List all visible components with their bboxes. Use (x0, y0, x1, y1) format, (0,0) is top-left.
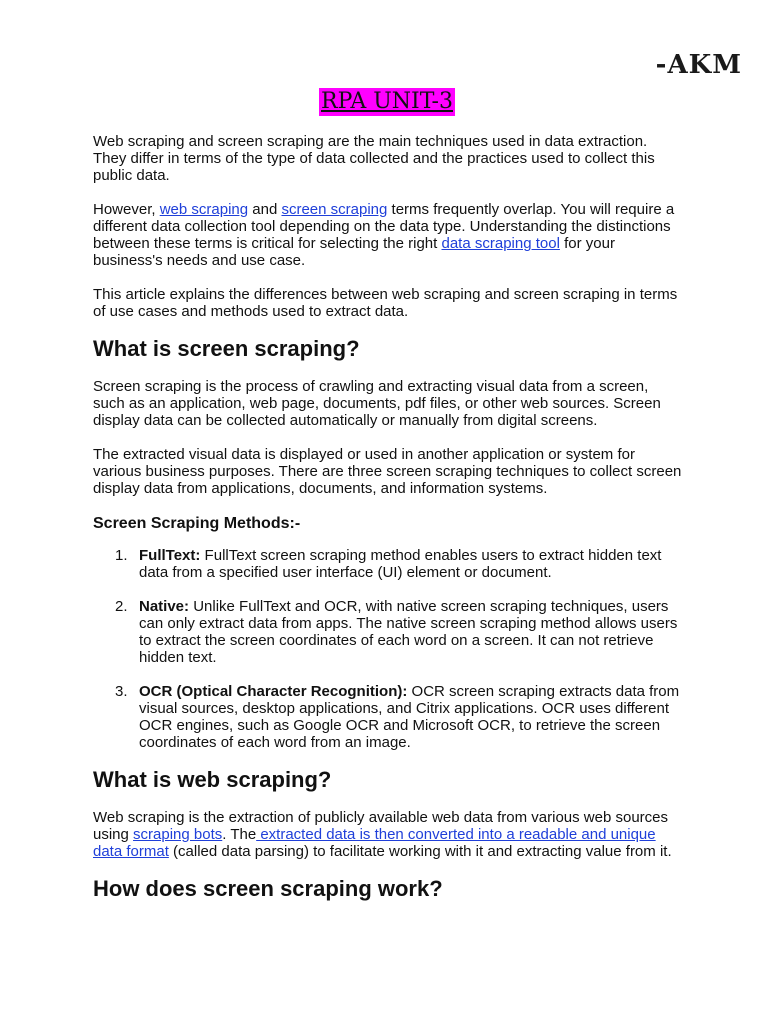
web-p1-text-a: Web scraping is the extraction of publicly available web data from various web sources using (93, 809, 669, 843)
method-term: Native: (139, 598, 190, 615)
scraping-bots-link[interactable]: scraping bots (133, 826, 223, 843)
intro-p2-text-c: terms frequently overlap. You will require a different data collection tool depending on the data type. Understanding the distinctions between these terms is critical for selecting the right (93, 201, 675, 252)
list-number: 1. (115, 547, 128, 564)
methods-list (93, 547, 683, 751)
method-description: Unlike FullText and OCR, with native screen scraping techniques, users can only extract data from apps. The native screen scraping method allows users to extract the screen coordinates of each word on a screen. It can not retrieve hidden text. (139, 598, 678, 666)
list-number: 2. (115, 598, 128, 615)
intro-paragraph-1: Web scraping and screen scraping are the main techniques used in data extraction. They differ in terms of the type of data collected and the practices used to collect this public data. (93, 133, 655, 184)
author-signature: -AKM (655, 50, 742, 80)
screen-scraping-paragraph-1: Screen scraping is the process of crawling and extracting visual data from a screen, such as an application, web page, documents, pdf files, or other web sources. Screen display data can be collected automatically or manually from digital screens. (93, 378, 661, 429)
data-format-link[interactable]: extracted data is then converted into a readable and unique data format (93, 826, 656, 860)
document-title: RPA UNIT-3 (321, 89, 453, 114)
intro-paragraph-3: This article explains the differences between web scraping and screen scraping in terms of use cases and methods used to extract data. (93, 286, 678, 320)
web-p1-text-c: (called data parsing) to facilitate working with it and extracting value from it. (168, 843, 672, 860)
screen-scraping-paragraph-2: The extracted visual data is displayed or used in another application or system for various business purposes. There are three screen scraping techniques to collect screen display data from applications, documents, and information systems. (93, 446, 682, 497)
intro-paragraph-2 (93, 201, 683, 269)
heading-screen-scraping: What is screen scraping? (93, 336, 360, 361)
list-item-body (139, 683, 683, 751)
list-item-body (139, 598, 683, 666)
method-term: OCR (Optical Character Recognition): (139, 683, 408, 700)
web-scraping-paragraph (93, 809, 683, 860)
document-body (93, 133, 683, 902)
title-container (0, 88, 768, 116)
method-description: FullText screen scraping method enables users to extract hidden text data from a specified user interface (UI) element or document. (139, 547, 662, 581)
method-description: OCR screen scraping extracts data from visual sources, desktop applications, and Citrix applications. OCR uses different OCR engines, such as Google OCR and Microsoft OCR, to retrieve the screen coordinates of each word from an image. (139, 683, 680, 751)
list-item-native (93, 598, 683, 666)
list-item-body (139, 547, 683, 581)
list-item-fulltext (93, 547, 683, 581)
web-scraping-link[interactable]: web scraping (159, 201, 249, 218)
list-number: 3. (115, 683, 128, 700)
method-term: FullText: (139, 547, 201, 564)
intro-p2-text-b: and (248, 201, 282, 218)
web-p1-text-b: . The (222, 826, 257, 843)
heading-screen-scraping-methods: Screen Scraping Methods:- (93, 515, 301, 532)
intro-p2-text-a: However, (93, 201, 160, 218)
data-scraping-tool-link[interactable]: data scraping tool (441, 235, 560, 252)
screen-scraping-link[interactable]: screen scraping (281, 201, 388, 218)
heading-web-scraping: What is web scraping? (93, 767, 332, 792)
heading-how-screen-scraping-works: How does screen scraping work? (93, 876, 443, 901)
list-item-ocr (93, 683, 683, 751)
intro-p2-text-d: for your business's needs and use case. (93, 235, 615, 269)
